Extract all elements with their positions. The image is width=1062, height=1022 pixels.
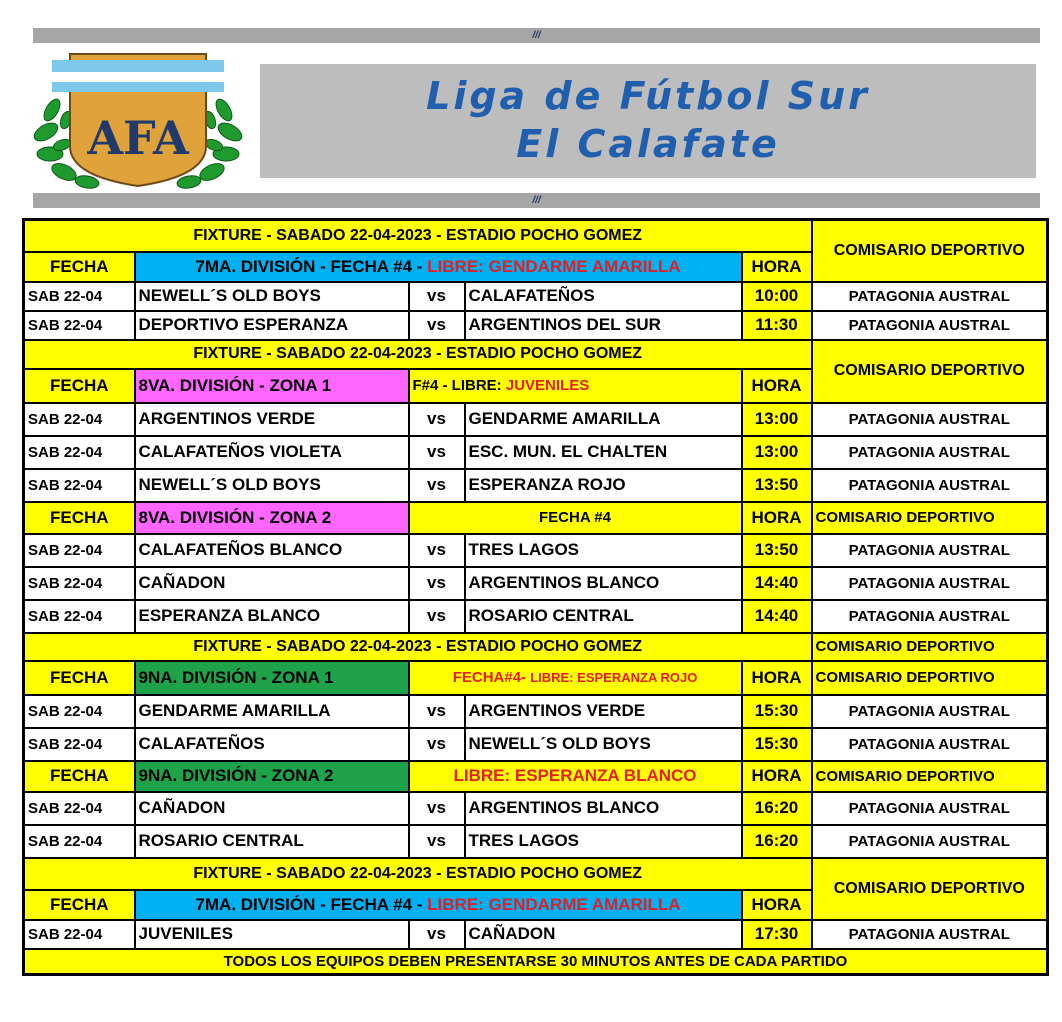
match-date: SAB 22-04	[24, 920, 135, 949]
match-row	[24, 403, 1048, 436]
match-official: PATAGONIA AUSTRAL	[812, 728, 1048, 761]
match-official: PATAGONIA AUSTRAL	[812, 567, 1048, 600]
away-team: ESPERANZA ROJO	[465, 469, 742, 502]
division-label: 7MA. DIVISIÓN - FECHA #4 -	[195, 894, 423, 914]
match-time: 17:30	[742, 920, 812, 949]
away-team: ARGENTINOS DEL SUR	[465, 311, 742, 340]
fixture-title: FIXTURE - SABADO 22-04-2023 - ESTADIO POCHO GOMEZ	[24, 858, 812, 890]
away-team: TRES LAGOS	[465, 534, 742, 567]
away-team: ARGENTINOS BLANCO	[465, 567, 742, 600]
match-time: 16:20	[742, 825, 812, 858]
bottom-decor-bar: ///	[33, 193, 1040, 208]
vs-label: vs	[409, 728, 465, 761]
hora-label: HORA	[742, 252, 812, 282]
match-date: SAB 22-04	[24, 469, 135, 502]
match-row	[24, 695, 1048, 728]
division-banner: 8VA. DIVISIÓN - ZONA 2	[135, 502, 409, 534]
home-team: CAÑADON	[135, 792, 409, 825]
match-row	[24, 436, 1048, 469]
match-row	[24, 600, 1048, 633]
fixture-title: FIXTURE - SABADO 22-04-2023 - ESTADIO POCHO GOMEZ	[24, 340, 812, 369]
division-row	[24, 661, 1048, 695]
fixture-table	[22, 218, 1049, 976]
hora-label: HORA	[742, 502, 812, 534]
match-time: 15:30	[742, 695, 812, 728]
home-team: NEWELL´S OLD BOYS	[135, 469, 409, 502]
match-date: SAB 22-04	[24, 436, 135, 469]
match-date: SAB 22-04	[24, 825, 135, 858]
division-banner	[135, 252, 742, 282]
hora-label: HORA	[742, 661, 812, 695]
match-time: 13:50	[742, 534, 812, 567]
home-team: CAÑADON	[135, 567, 409, 600]
libre-label: LIBRE: ESPERANZA BLANCO	[409, 761, 742, 792]
home-team: CALAFATEÑOS BLANCO	[135, 534, 409, 567]
league-subtitle: El Calafate	[516, 122, 780, 166]
fecha-label: FECHA	[24, 661, 135, 695]
match-official: PATAGONIA AUSTRAL	[812, 469, 1048, 502]
away-team: ARGENTINOS VERDE	[465, 695, 742, 728]
match-row	[24, 728, 1048, 761]
match-official: PATAGONIA AUSTRAL	[812, 311, 1048, 340]
fixture-header-row	[24, 633, 1048, 661]
home-team: CALAFATEÑOS	[135, 728, 409, 761]
match-time: 10:00	[742, 282, 812, 311]
match-time: 16:20	[742, 792, 812, 825]
match-time: 13:00	[742, 436, 812, 469]
comisario-header: COMISARIO DEPORTIVO	[812, 340, 1048, 403]
comisario-header: COMISARIO DEPORTIVO	[812, 661, 1048, 695]
libre-label: LIBRE: GENDARME AMARILLA	[427, 894, 681, 914]
fecha-number: FECHA#4-	[452, 669, 527, 686]
comisario-header: COMISARIO DEPORTIVO	[812, 502, 1048, 534]
comisario-header: COMISARIO DEPORTIVO	[812, 761, 1048, 792]
match-row	[24, 825, 1048, 858]
footer-row	[24, 949, 1048, 975]
fixture-title: FIXTURE - SABADO 22-04-2023 - ESTADIO POCHO GOMEZ	[24, 220, 812, 252]
match-row	[24, 920, 1048, 949]
match-official: PATAGONIA AUSTRAL	[812, 695, 1048, 728]
afa-logo	[32, 50, 244, 190]
match-date: SAB 22-04	[24, 728, 135, 761]
away-team: NEWELL´S OLD BOYS	[465, 728, 742, 761]
match-row	[24, 534, 1048, 567]
match-official: PATAGONIA AUSTRAL	[812, 534, 1048, 567]
fecha-label: FECHA	[24, 761, 135, 792]
away-team: ROSARIO CENTRAL	[465, 600, 742, 633]
home-team: GENDARME AMARILLA	[135, 695, 409, 728]
fecha-label: FECHA	[24, 502, 135, 534]
vs-label: vs	[409, 436, 465, 469]
footer-notice: TODOS LOS EQUIPOS DEBEN PRESENTARSE 30 MINUTOS ANTES DE CADA PARTIDO	[24, 949, 1048, 975]
libre-label: JUVENILES	[505, 377, 590, 394]
away-team: CAÑADON	[465, 920, 742, 949]
comisario-header: COMISARIO DEPORTIVO	[812, 633, 1048, 661]
match-row	[24, 567, 1048, 600]
fecha-label: FECHA	[24, 890, 135, 920]
comisario-header: COMISARIO DEPORTIVO	[812, 220, 1048, 282]
division-banner	[135, 890, 742, 920]
away-team: CALAFATEÑOS	[465, 282, 742, 311]
hora-label: HORA	[742, 890, 812, 920]
top-decor-bar: ///	[33, 28, 1040, 43]
fixture-title: FIXTURE - SABADO 22-04-2023 - ESTADIO POCHO GOMEZ	[24, 633, 812, 661]
hora-label: HORA	[742, 369, 812, 403]
home-team: JUVENILES	[135, 920, 409, 949]
match-official: PATAGONIA AUSTRAL	[812, 920, 1048, 949]
division-row	[24, 761, 1048, 792]
home-team: DEPORTIVO ESPERANZA	[135, 311, 409, 340]
fecha-info	[409, 369, 742, 403]
match-time: 14:40	[742, 600, 812, 633]
title-banner	[260, 64, 1036, 178]
vs-label: vs	[409, 825, 465, 858]
home-team: NEWELL´S OLD BOYS	[135, 282, 409, 311]
match-row	[24, 311, 1048, 340]
match-date: SAB 22-04	[24, 567, 135, 600]
vs-label: vs	[409, 311, 465, 340]
division-label: 7MA. DIVISIÓN - FECHA #4 -	[195, 256, 423, 276]
match-row	[24, 282, 1048, 311]
fecha-label: FECHA	[24, 369, 135, 403]
match-official: PATAGONIA AUSTRAL	[812, 792, 1048, 825]
match-date: SAB 22-04	[24, 534, 135, 567]
vs-label: vs	[409, 282, 465, 311]
home-team: ROSARIO CENTRAL	[135, 825, 409, 858]
fecha-number: FECHA #4	[409, 502, 742, 534]
match-date: SAB 22-04	[24, 695, 135, 728]
fecha-number: F#4 - LIBRE:	[412, 377, 502, 394]
match-official: PATAGONIA AUSTRAL	[812, 436, 1048, 469]
comisario-header: COMISARIO DEPORTIVO	[812, 858, 1048, 920]
division-banner: 9NA. DIVISIÓN - ZONA 2	[135, 761, 409, 792]
libre-label: LIBRE: ESPERANZA ROJO	[530, 670, 698, 685]
match-date: SAB 22-04	[24, 403, 135, 436]
vs-label: vs	[409, 600, 465, 633]
vs-label: vs	[409, 920, 465, 949]
match-row	[24, 792, 1048, 825]
home-team: ARGENTINOS VERDE	[135, 403, 409, 436]
fixture-header-row	[24, 340, 1048, 369]
division-row	[24, 502, 1048, 534]
fixture-header-row	[24, 858, 1048, 890]
vs-label: vs	[409, 469, 465, 502]
hora-label: HORA	[742, 761, 812, 792]
match-date: SAB 22-04	[24, 792, 135, 825]
match-row	[24, 469, 1048, 502]
home-team: CALAFATEÑOS VIOLETA	[135, 436, 409, 469]
match-official: PATAGONIA AUSTRAL	[812, 600, 1048, 633]
vs-label: vs	[409, 534, 465, 567]
division-banner: 8VA. DIVISIÓN - ZONA 1	[135, 369, 409, 403]
match-time: 15:30	[742, 728, 812, 761]
libre-label: LIBRE: GENDARME AMARILLA	[427, 256, 681, 276]
league-title: Liga de Fútbol Sur	[426, 74, 870, 118]
match-time: 11:30	[742, 311, 812, 340]
svg-text:AFA: AFA	[87, 111, 189, 165]
away-team: ESC. MUN. EL CHALTEN	[465, 436, 742, 469]
fixture-header-row	[24, 220, 1048, 252]
vs-label: vs	[409, 792, 465, 825]
match-time: 14:40	[742, 567, 812, 600]
vs-label: vs	[409, 567, 465, 600]
vs-label: vs	[409, 695, 465, 728]
match-official: PATAGONIA AUSTRAL	[812, 825, 1048, 858]
away-team: ARGENTINOS BLANCO	[465, 792, 742, 825]
match-time: 13:50	[742, 469, 812, 502]
home-team: ESPERANZA BLANCO	[135, 600, 409, 633]
vs-label: vs	[409, 403, 465, 436]
match-official: PATAGONIA AUSTRAL	[812, 403, 1048, 436]
division-banner: 9NA. DIVISIÓN - ZONA 1	[135, 661, 409, 695]
away-team: GENDARME AMARILLA	[465, 403, 742, 436]
match-official: PATAGONIA AUSTRAL	[812, 282, 1048, 311]
match-date: SAB 22-04	[24, 600, 135, 633]
match-date: SAB 22-04	[24, 282, 135, 311]
fecha-info	[409, 661, 742, 695]
fecha-label: FECHA	[24, 252, 135, 282]
away-team: TRES LAGOS	[465, 825, 742, 858]
match-date: SAB 22-04	[24, 311, 135, 340]
match-time: 13:00	[742, 403, 812, 436]
